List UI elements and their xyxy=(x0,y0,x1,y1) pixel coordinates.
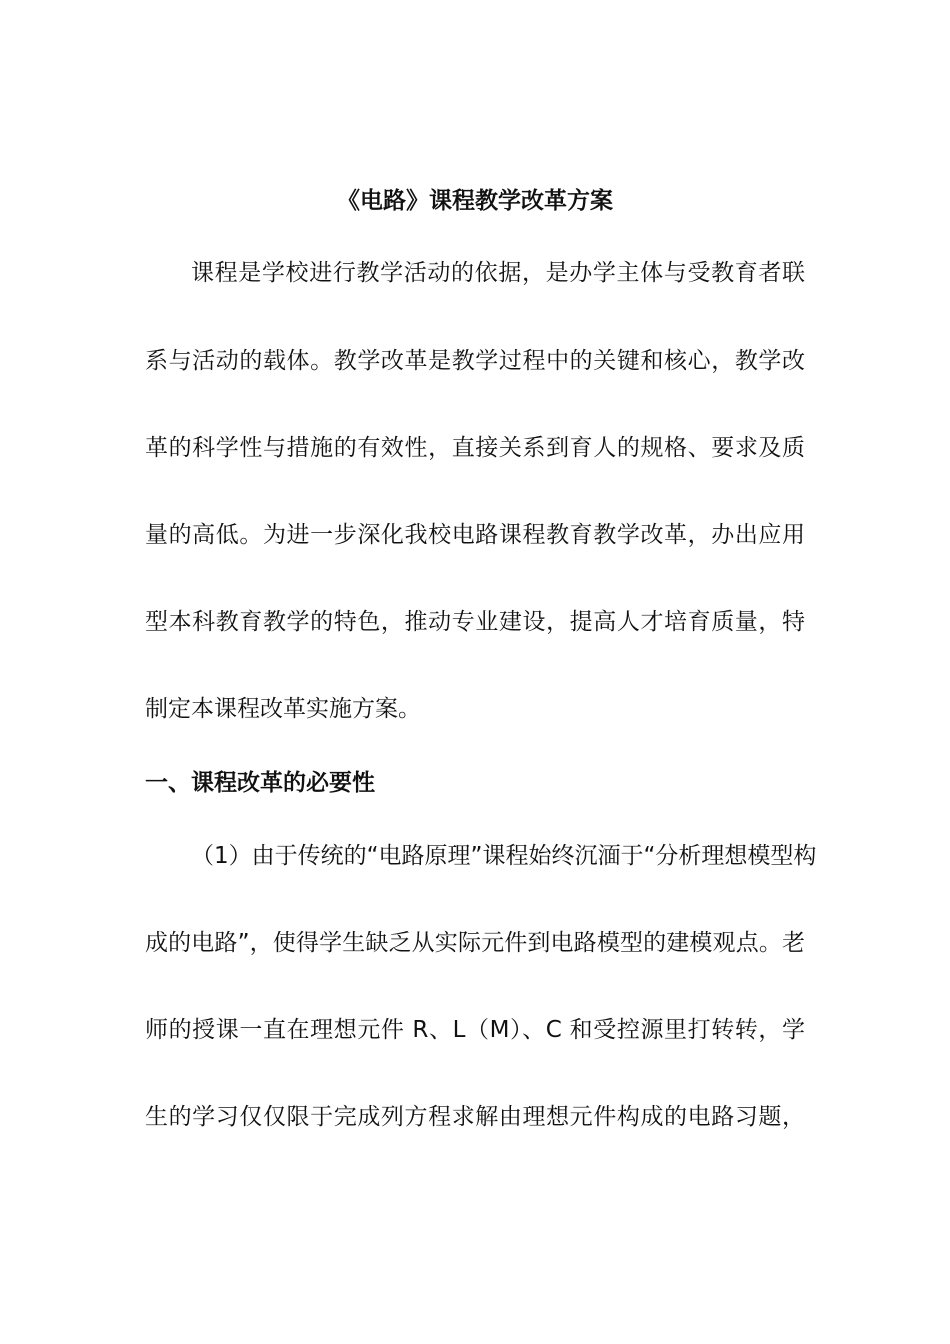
intro-line-1: 课程是学校进行教学活动的依据，是办学主体与受教育者联 xyxy=(191,260,805,286)
section1-line-1: （1）由于传统的“电路原理”课程始终沉湎于“分析理想模型构 xyxy=(191,843,817,869)
document-title: 《电路》课程教学改革方案 xyxy=(337,188,613,214)
intro-line-2: 系与活动的载体。教学改革是教学过程中的关键和核心，教学改 xyxy=(145,348,805,374)
intro-line-5: 型本科教育教学的特色，推动专业建设，提高人才培育质量，特 xyxy=(145,609,805,635)
intro-line-4: 量的高低。为进一步深化我校电路课程教育教学改革，办出应用 xyxy=(145,522,805,548)
section-heading-1: 一、课程改革的必要性 xyxy=(145,770,375,796)
section1-line-3: 师的授课一直在理想元件 R、L（M）、C 和受控源里打转转，学 xyxy=(145,1017,805,1043)
intro-line-3: 革的科学性与措施的有效性，直接关系到育人的规格、要求及质 xyxy=(145,435,805,461)
section1-line-4: 生的学习仅仅限于完成列方程求解由理想元件构成的电路习题， xyxy=(145,1104,805,1130)
intro-line-6: 制定本课程改革实施方案。 xyxy=(145,696,421,722)
section1-line-2: 成的电路”，使得学生缺乏从实际元件到电路模型的建模观点。老 xyxy=(145,930,805,956)
